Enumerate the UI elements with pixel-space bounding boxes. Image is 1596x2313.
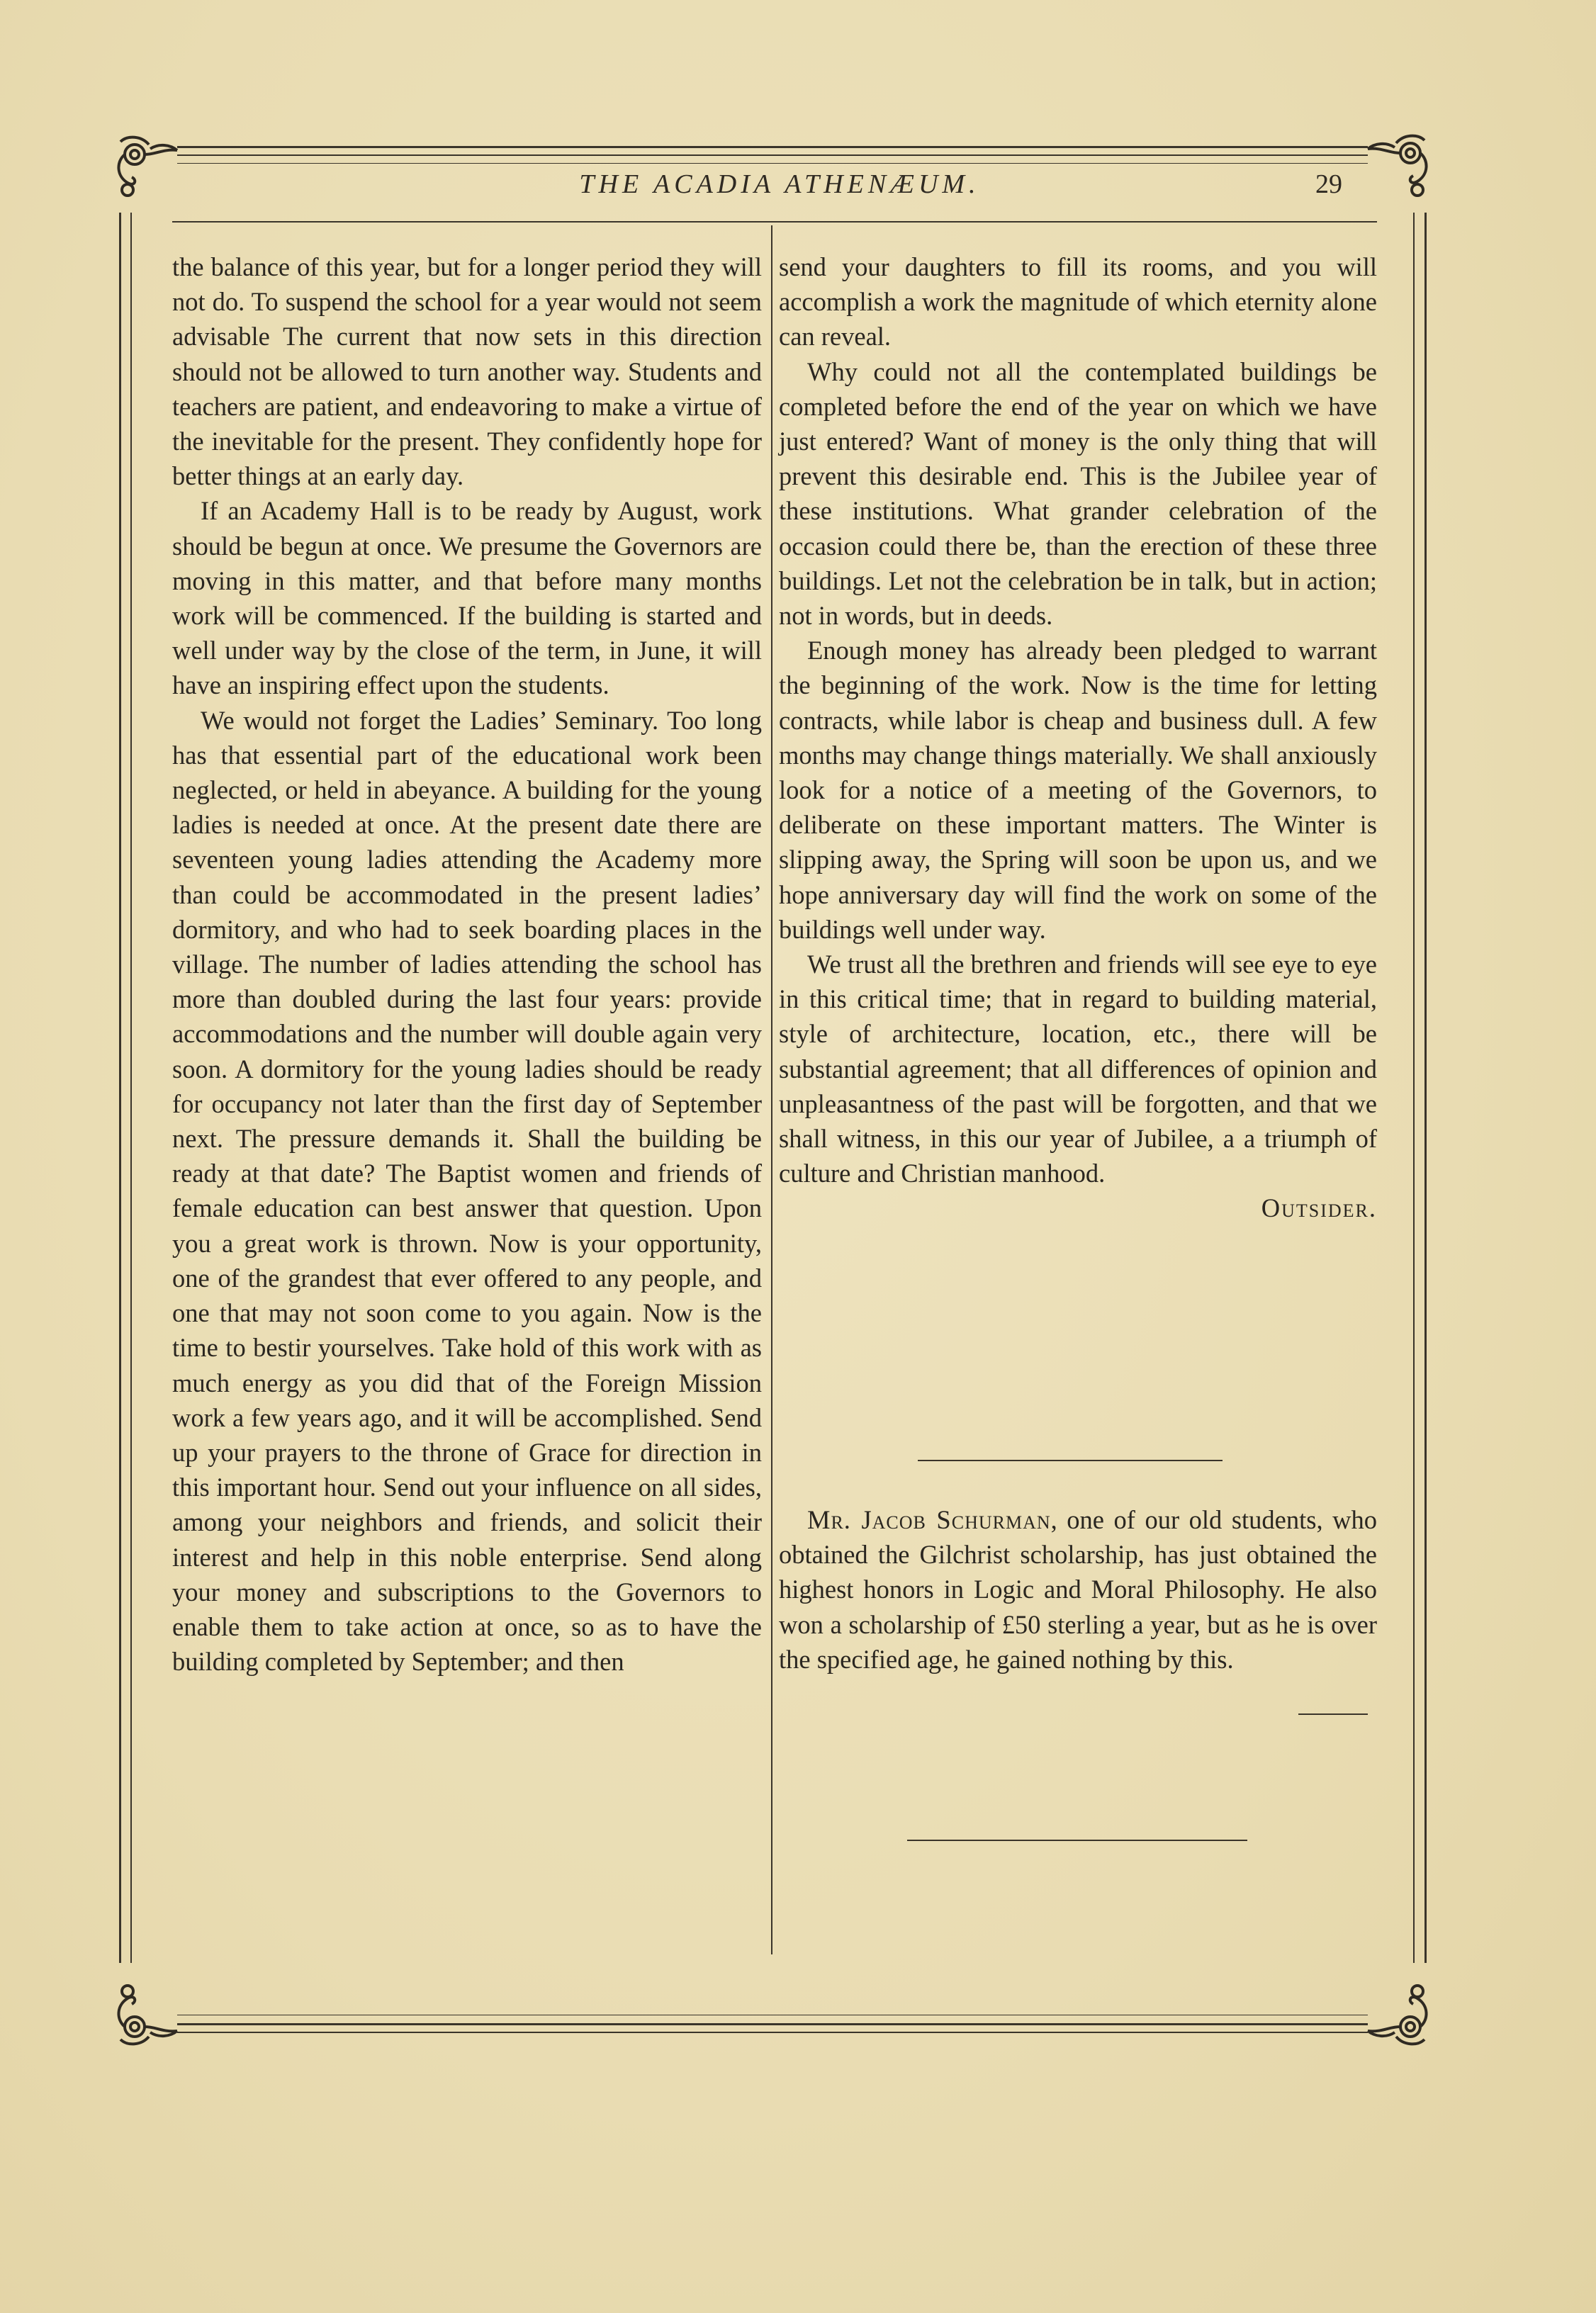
- notice-paragraph: [779, 1502, 1377, 1677]
- paragraph: send your daughters to fill its rooms, and you will accomplish a work the magnitude of which eternity alone can reveal.: [779, 252, 1377, 351]
- section-divider: [918, 1460, 1223, 1461]
- notice-name: Mr. Jacob Schurman: [807, 1505, 1051, 1534]
- page-number: 29: [1315, 169, 1342, 199]
- author-signature: Outsider.: [1261, 1193, 1377, 1223]
- right-column: [779, 249, 1377, 1226]
- corner-scroll-ornament-icon: [1354, 129, 1439, 211]
- corner-scroll-ornament-icon: [106, 1970, 191, 2048]
- paragraph: We trust all the brethren and friends will see eye to eye in this critical time; that in regard to building material, style of architecture, location, etc., there will be substantial agreement; that all differences of opinion and unpleasantness of the past will be forgotten, and that we shall witness, in this our year of Jubilee, a a triumph of culture and Christian manhood.: [779, 950, 1377, 1188]
- paragraph: If an Academy Hall is to be ready by August, work should be begun at once. We presume the Governors are moving in this matter, and that before many months work will be commenced. If the building is started and well under way by the close of the term, in June, it will have an inspiring effect upon the students.: [172, 496, 762, 700]
- corner-scroll-ornament-icon: [1354, 1970, 1439, 2048]
- notice: [779, 1502, 1377, 1677]
- left-column: [172, 249, 762, 1679]
- notice-text: , one of our old students, who obtained the Gilchrist scholarship, has just obtained the highest honors in Logic and Moral Philosophy. He also won a scholarship of £50 sterling a year, but as he is over the specified age, he gained nothing by this.: [779, 1505, 1377, 1674]
- paragraph: Why could not all the contemplated buildings be completed before the end of the year on which we have just entered? Want of money is the only thing that will prevent this desirable end. This is the Jubilee year of these institutions. What grander celebration of the occasion could there be, than the erection of these three buildings. Let not the celebration be in talk, but in action; not in words, but in deeds.: [779, 356, 1377, 631]
- section-divider: [907, 1840, 1247, 1841]
- column-divider: [771, 225, 772, 1954]
- end-rule: [1298, 1713, 1368, 1715]
- corner-scroll-ornament-icon: [106, 133, 191, 211]
- paragraph: We would not forget the Ladies’ Seminary. Too long has that essential part of the educational work been neglected, or held in abeyance. A building for the young ladies is needed at once. At the present date there are seventeen young ladies attending the Academy more than could be accommodated in the present ladies’ dormitory, and who had to seek boarding places in the village. The number of ladies attending the school has more than doubled during the last four years: provide accommodations and the number will double again very soon. A dormitory for the young ladies should be ready for occupancy not later than the first day of September next. The pressure demands it. Shall the building be ready at that date? The Baptist women and friends of female education can best answer that question. Upon you a great work is thrown. Now is your opportunity, one of the grandest that ever offered to any people, and one that may not soon come to you again. Now is the time to bestir yourselves. Take hold of this work with as much energy as you did that of the Foreign Mission work a few years ago, and it will be accomplished. Send up your prayers to the throne of Grace for direction in this important hour. Send out your influence on all sides, among your neighbors and friends, and solicit their interest and help in this noble enterprise. Send along your money and subscriptions to the Governors to enable them to take action at once, so as to have the building completed by September; and then: [172, 705, 762, 1677]
- paragraph: the balance of this year, but for a longer period they will not do. To suspend the school for a year would not seem advisable The current that now sets in this direction should not be allowed to turn another way. Students and teachers are patient, and endeavoring to make a virtue of the inevitable for the present. They confidently hope for better things at an early day.: [172, 252, 762, 491]
- paragraph: Enough money has already been pledged to warrant the beginning of the work. Now is the time for letting contracts, while labor is cheap and business dull. A few months may change things materially. We shall anxiously look for a notice of a meeting of the Governors, to deliberate on these important matters. The Winter is slipping away, the Spring will soon be upon us, and we hope anniversary day will find the work on some of the buildings well under way.: [779, 636, 1377, 944]
- running-title: THE ACADIA ATHENÆUM.: [579, 169, 980, 199]
